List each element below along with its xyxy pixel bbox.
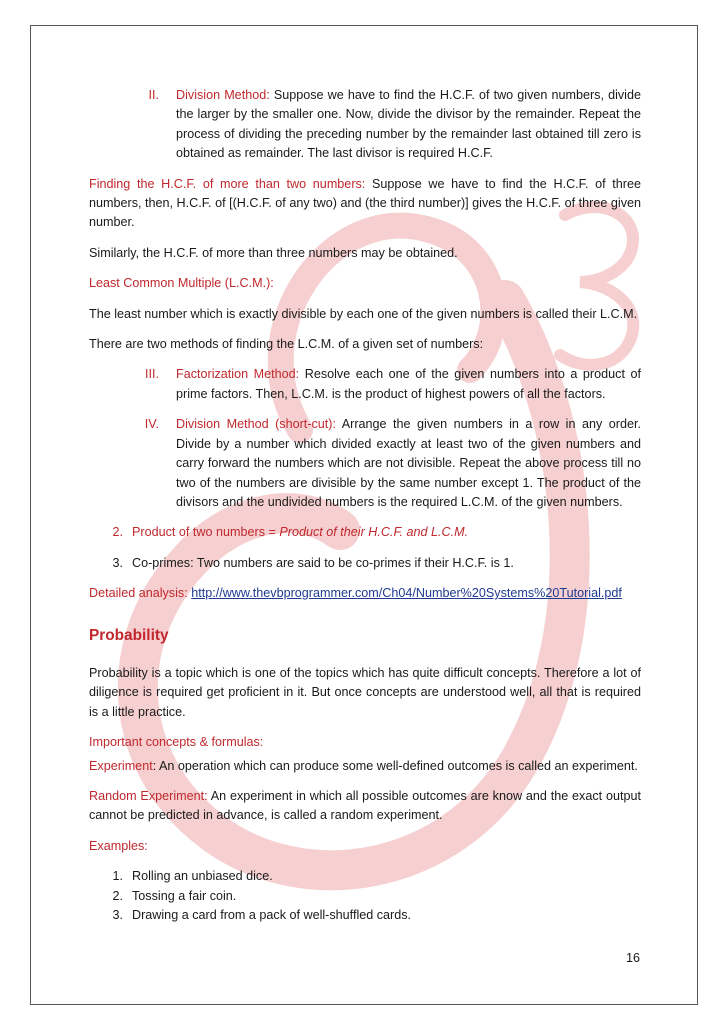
list-number: 2. xyxy=(112,888,123,903)
term-label: Product of two numbers = xyxy=(132,525,276,540)
term-text: An experiment in which all possible outcomes are know and the exact output cannot be predicted in advance, is called a random experiment. xyxy=(89,788,641,823)
term-text: Resolve each one of the given numbers into a product of prime factors. Then, L.C.M. is the product of highest powers of all the factors. xyxy=(176,367,641,401)
lcm-heading: Least Common Multiple (L.C.M.): xyxy=(89,276,274,291)
similarly-paragraph: Similarly, the H.C.F. of more than three numbers may be obtained. xyxy=(89,245,458,260)
list-text: Drawing a card from a pack of well-shuffled cards. xyxy=(132,908,412,922)
experiment-definition xyxy=(89,757,641,776)
probability-heading: Probability xyxy=(89,626,169,644)
lcm-definition: The least number which is exactly divisible by each one of the given numbers is called their L.C.M. xyxy=(89,306,638,321)
list-text: Tossing a fair coin. xyxy=(132,888,237,903)
important-concepts-heading: Important concepts & formulas: xyxy=(89,735,264,750)
term-text: Co-primes: Two numbers are said to be co-primes if their H.C.F. is 1. xyxy=(132,555,514,570)
list-number: 2. xyxy=(112,525,123,540)
term-label: Random Experiment: xyxy=(89,788,208,803)
term-label: Experiment xyxy=(89,758,153,773)
list-numeral: III. xyxy=(145,367,159,382)
term-text: Product of their H.C.F. and L.C.M. xyxy=(279,525,469,540)
term-label: Factorization Method: xyxy=(176,367,300,382)
list-item xyxy=(89,906,641,925)
page-number: 16 xyxy=(625,951,640,965)
term-label: Finding the H.C.F. of more than two numbers: xyxy=(89,176,366,191)
term-label: Division Method (short-cut): xyxy=(176,417,336,432)
term-colon: : xyxy=(152,758,157,773)
term-label: Detailed analysis: xyxy=(89,586,188,601)
coprimes-item xyxy=(89,554,641,573)
lcm-factorization-method xyxy=(89,365,641,404)
list-number: 3. xyxy=(112,555,123,570)
hcf-division-method xyxy=(89,86,641,164)
list-number: 1. xyxy=(112,869,123,884)
product-of-two-numbers xyxy=(89,523,641,542)
detailed-analysis xyxy=(89,584,641,603)
list-item xyxy=(89,887,641,906)
random-experiment-definition xyxy=(89,787,641,826)
probability-intro: Probability is a topic which is one of the topics which has quite difficult concepts. Therefore a lot of diligence is required get proficient in it. But once concepts are understood well, all that is required is a little practice. xyxy=(89,665,641,719)
list-item xyxy=(89,867,641,886)
term-text: Suppose we have to find the H.C.F. of two given numbers, divide the larger by the smaller one. Now, divide the divisor by the remainder. Repeat the process of dividing the preceding number by the remainder last obtained till zero is obtained as remainder. The last divisor is required H.C.F. xyxy=(176,88,641,161)
hcf-more-than-two xyxy=(89,175,641,233)
term-text: Arrange the given numbers in a row in any order. Divide by a number which divided exactly at least two of the given numbers and carry forward the numbers which are not divisible. Repeat the above process till no two of the numbers are divisible by the same number except 1. The product of the divisors and the undivided numbers is the required L.C.M. of the given numbers. xyxy=(176,417,641,509)
lcm-division-short-cut xyxy=(89,415,641,512)
list-numeral: II. xyxy=(148,88,159,102)
page-content xyxy=(89,86,641,925)
term-text: An operation which can produce some well-defined outcomes is called an experiment. xyxy=(159,758,638,773)
term-label: Division Method: xyxy=(176,88,270,102)
tutorial-link[interactable]: http://www.thevbprogrammer.com/Ch04/Number%20Systems%20Tutorial.pdf xyxy=(191,586,622,601)
lcm-methods-intro: There are two methods of finding the L.C.M. of a given set of numbers: xyxy=(89,337,484,352)
term-text: Suppose we have to find the H.C.F. of three numbers, then, H.C.F. of [(H.C.F. of any two) and (the third number)] gives the H.C.F. of three given number. xyxy=(89,176,642,230)
list-numeral: IV. xyxy=(144,417,159,432)
list-text: Rolling an unbiased dice. xyxy=(132,869,273,884)
examples-heading: Examples: xyxy=(89,838,148,853)
examples-list xyxy=(89,867,641,925)
list-number: 3. xyxy=(112,908,123,922)
